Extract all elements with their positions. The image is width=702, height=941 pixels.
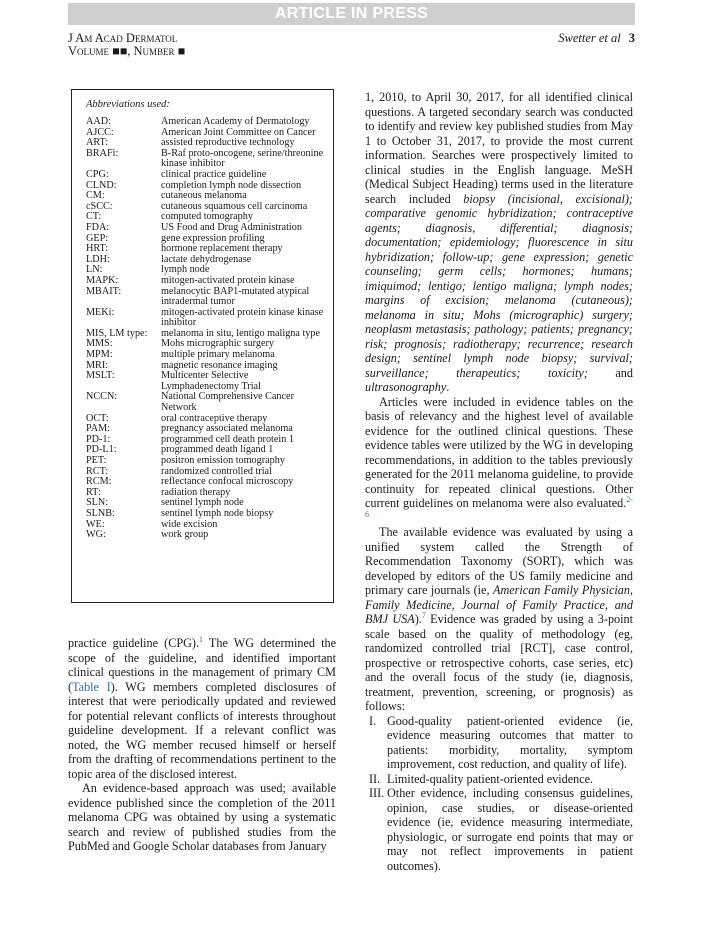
running-header-journal — [68, 32, 185, 58]
abbreviation-definition: pregnancy associated melanoma — [161, 423, 293, 435]
text: ). — [414, 612, 422, 626]
abbreviation-term: MEKi: — [86, 306, 115, 318]
text: . — [446, 380, 450, 394]
abbreviation-term: PAM: — [86, 423, 110, 435]
evidence-level-item — [365, 772, 633, 787]
abbreviation-term: AAD: — [86, 116, 111, 127]
evidence-level-number: III. — [369, 786, 385, 800]
abbreviation-term: LDH: — [86, 253, 110, 265]
abbreviation-term: ART: — [86, 137, 109, 149]
abbreviation-definition: magnetic resonance imaging — [161, 359, 278, 371]
paragraph — [365, 395, 633, 526]
abbreviation-term: MAPK: — [86, 274, 119, 286]
abbreviation-definition: B-Raf proto-oncogene, serine/threonine kinase inhibitor — [161, 147, 324, 170]
abbreviation-definition: computed tomography — [161, 211, 253, 223]
abbreviation-term: WE: — [86, 518, 105, 530]
abbreviation-term: RCM: — [86, 476, 112, 488]
abbreviation-term: NCCN: — [86, 391, 118, 403]
abbreviation-term: MPM: — [86, 349, 113, 361]
left-column — [68, 636, 336, 854]
abbreviations-list — [86, 117, 325, 541]
evidence-level-item — [365, 786, 633, 873]
abbreviation-definition: melanoma in situ, lentigo maligna type — [161, 327, 321, 339]
abbreviation-definition: American Academy of Dermatology — [161, 116, 310, 127]
abbreviation-definition: multiple primary melanoma — [161, 349, 275, 361]
evidence-level-text: Limited-quality patient-oriented evidence. — [387, 771, 594, 786]
abbreviation-term: WG: — [86, 529, 106, 541]
abbreviation-term: BRAFi: — [86, 147, 119, 159]
journal-list: American Family Physician, Family Medicine, Journal of Family Practice, and BMJ USA — [365, 583, 633, 626]
mesh-terms: biopsy (incisional, excisional); comparative genomic hybridization; contraceptive agents; diagnosis, differential; diagnosis; documentation; epidemiology; fluorescence in situ hybridization; follow-up; gene expression; genetic counseling; germ cells; hormones; humans; imiquimod; lentigo; lentigo maligna; lymph nodes; margins of excision; melanoma (cutaneous); melanoma in situ; Mohs (micrographic) surgery; neoplasm metastasis; pathology; patients; pregnancy; risk; prognosis; radiotherapy; recurrence; research design; sentinel lymph node biopsy; survival; surveillance; therapeutics; toxicity; — [365, 191, 633, 380]
abbreviation-definition: sentinel lymph node biopsy — [161, 507, 274, 519]
running-header-authors — [558, 32, 635, 45]
abbreviation-term: MBAIT: — [86, 285, 122, 297]
text: and — [587, 365, 633, 380]
abbreviation-term: PD-1: — [86, 433, 111, 445]
evidence-levels-list — [365, 714, 633, 874]
abbreviation-term: SLNB: — [86, 507, 115, 519]
abbreviation-term: CPG: — [86, 168, 109, 180]
abbreviation-definition: sentinel lymph node — [161, 497, 244, 509]
abbreviation-definition: programmed cell death protein 1 — [161, 433, 294, 445]
evidence-level-text: Other evidence, including consensus guidelines, opinion, case studies, or disease-oriented evidence (ie, evidence measuring intermediate, physiologic, or surrogate end points that may or may not reflect improvements in patient outcomes). — [387, 786, 633, 873]
abbreviation-row — [86, 308, 325, 329]
abbreviation-term: MRI: — [86, 359, 109, 371]
journal-volume: Volume ■■, Number ■ — [68, 44, 186, 58]
text: 1, 2010, to April 30, 2017, for all identified clinical questions. A targeted secondary search was conducted to identify and review key published studies from May 1 to October 31, 2017, to provide the most current information. Searches were prospectively limited to clinical studies in the English language. MeSH (Medical Subject Heading) terms used in the literature search included — [365, 90, 633, 206]
abbreviation-term: CT: — [86, 211, 102, 223]
abbreviation-definition: American Joint Committee on Cancer — [161, 126, 316, 138]
text: The WG determined the scope of the guideline, and identified important clinical questions in the management of primary CM ( — [68, 636, 336, 694]
reference-link[interactable]: 7 — [421, 610, 426, 620]
abbreviation-row — [86, 276, 325, 287]
reference-link[interactable]: 2-6 — [365, 494, 633, 519]
article-in-press-banner: ARTICLE IN PRESS — [68, 3, 635, 25]
abbreviation-row — [86, 530, 325, 541]
abbreviation-term: PD-L1: — [86, 444, 117, 456]
abbreviation-term: PET: — [86, 455, 107, 466]
abbreviation-row — [86, 287, 325, 308]
abbreviation-row — [86, 223, 325, 234]
abbreviation-definition: work group — [161, 529, 209, 541]
abbreviation-definition: programmed death ligand 1 — [161, 444, 274, 456]
paragraph — [365, 90, 633, 395]
reference-link[interactable]: 1 — [199, 634, 204, 644]
abbreviation-term: OCT: — [86, 412, 109, 424]
abbreviation-definition: oral contraceptive therapy — [161, 412, 268, 424]
abbreviation-definition: cutaneous squamous cell carcinoma — [161, 200, 308, 212]
abbreviation-term: LN: — [86, 264, 103, 276]
text: The available evidence was evaluated by using a unified system called the Strength of Recommendation Taxonomy (SORT), which was developed by editors of the US family medicine and primary care journals (ie, — [365, 525, 633, 597]
mesh-term: ultrasonography — [365, 380, 447, 394]
abbreviation-definition: mitogen-activated protein kinase kinase inhibitor — [161, 306, 324, 329]
abbreviation-definition: positron emission tomography — [161, 455, 285, 466]
authors: Swetter et al — [558, 31, 621, 45]
abbreviations-box — [71, 89, 334, 603]
abbreviation-definition: wide excision — [161, 518, 218, 530]
abbreviation-term: MIS, LM type: — [86, 327, 148, 339]
abbreviations-title: Abbreviations used: — [86, 99, 170, 110]
abbreviation-definition: radiation therapy — [161, 486, 231, 498]
page-number: 3 — [628, 31, 635, 45]
abbreviation-term: RCT: — [86, 465, 109, 477]
abbreviation-row — [86, 456, 325, 467]
abbreviation-row — [86, 170, 325, 181]
journal-name: J Am Acad Dermatol — [68, 31, 178, 45]
abbreviation-term: HRT: — [86, 243, 109, 255]
abbreviation-term: RT: — [86, 486, 101, 498]
abbreviation-term: CM: — [86, 190, 105, 202]
abbreviation-row — [86, 149, 325, 170]
abbreviation-definition: lactate dehydrogenase — [161, 253, 252, 265]
abbreviation-term: MMS: — [86, 338, 113, 350]
evidence-level-number: I. — [369, 713, 377, 728]
abbreviation-term: cSCC: — [86, 200, 113, 212]
abbreviation-definition: completion lymph node dissection — [161, 179, 302, 191]
right-column — [365, 90, 633, 873]
text: practice guideline (CPG). — [68, 636, 200, 650]
abbreviation-term: FDA: — [86, 221, 110, 233]
abbreviation-term: SLN: — [86, 497, 109, 509]
abbreviation-definition: cutaneous melanoma — [161, 190, 247, 202]
abbreviation-definition: US Food and Drug Administration — [161, 221, 302, 233]
abbreviation-definition: assisted reproductive technology — [161, 137, 295, 149]
abbreviation-definition: National Comprehensive Cancer Network — [161, 391, 294, 414]
text: Evidence was graded by using a 3-point scale based on the quality of methodology (eg, randomized controlled trial [RCT], case control, prospective or retrospective cohorts, case series, etc) and the overall focus of the study (ie, diagnosis, treatment, prevention, screening, or prognosis) as follows: — [365, 612, 633, 713]
paragraph: An evidence-based approach was used; available evidence published since the completion of the 2011 melanoma CPG was obtained by using a systematic search and review of published studies from the PubMed and Google Scholar databases from January — [68, 781, 336, 853]
paragraph — [365, 525, 633, 714]
abbreviation-row — [86, 117, 325, 128]
abbreviation-term: MSLT: — [86, 370, 115, 382]
abbreviation-definition: Mohs micrographic surgery — [161, 338, 274, 350]
abbreviation-definition: clinical practice guideline — [161, 168, 267, 180]
abbreviation-definition: melanocytic BAP1-mutated atypical intradermal tumor — [161, 285, 310, 308]
abbreviation-term: CLND: — [86, 179, 117, 191]
table-link[interactable]: Table I — [72, 679, 111, 694]
abbreviation-definition: hormone replacement therapy — [161, 243, 283, 255]
abbreviation-term: AJCC: — [86, 126, 114, 138]
text: Articles were included in evidence tables on the basis of relevancy and the highest level of available evidence for the outlined clinical questions. These evidence tables were utilized by the WG in developing recommendations, in addition to the tables previously generated for the 2011 melanoma guideline, to provide continuity for repeated clinical questions. Other current guidelines on melanoma were also evaluated. — [365, 394, 633, 510]
abbreviation-definition: mitogen-activated protein kinase — [161, 274, 295, 286]
evidence-level-number: II. — [369, 771, 381, 786]
abbreviation-row — [86, 392, 325, 413]
abbreviation-definition: Multicenter Selective Lymphadenectomy Trial — [161, 370, 261, 392]
abbreviation-term: GEP: — [86, 232, 109, 244]
text: ). WG members completed disclosures of interest that were periodically updated and reviewed for potential relevant conflicts of interests throughout guideline development. If a relevant conflict was noted, the WG member recused himself or herself from the drafting of recommendations pertinent to the topic area of the disclosed interest. — [68, 679, 336, 781]
paragraph — [68, 636, 336, 781]
evidence-level-text: Good-quality patient-oriented evidence (ie, evidence measuring outcomes that matter to patients: morbidity, mortality, symptom improvement, cost reduction, and quality of life). — [387, 713, 633, 771]
abbreviation-definition: randomized controlled trial — [161, 465, 272, 477]
abbreviation-definition: reflectance confocal microscopy — [161, 476, 294, 488]
abbreviation-row — [86, 509, 325, 520]
abbreviation-row — [86, 371, 325, 392]
evidence-level-item — [365, 714, 633, 772]
abbreviation-definition: lymph node — [161, 264, 210, 276]
abbreviation-definition: gene expression profiling — [161, 232, 265, 244]
